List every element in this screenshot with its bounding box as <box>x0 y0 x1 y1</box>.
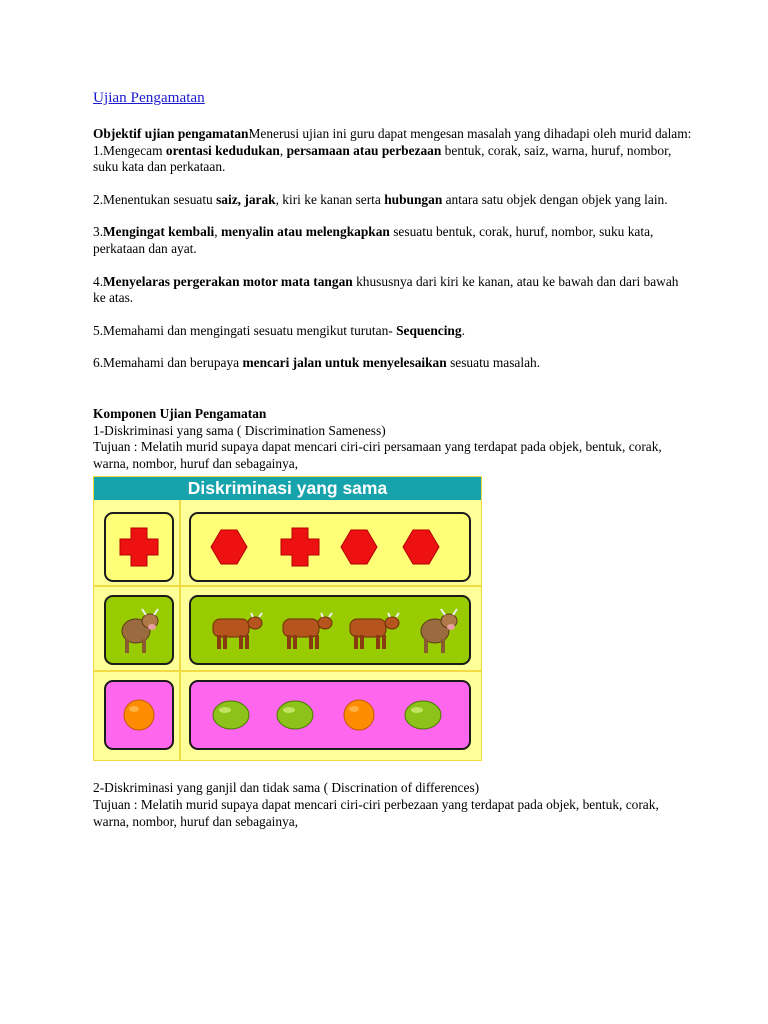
list-item-4 <box>93 274 693 307</box>
lime-fruit-icon <box>405 701 441 729</box>
target-cell-row2 <box>104 595 174 665</box>
bold-text: saiz, jarak <box>216 191 276 207</box>
cow-front-icon <box>421 609 457 653</box>
cow-side-icon <box>350 613 399 649</box>
bold-text: hubungan <box>384 191 443 207</box>
text-run: 4. <box>93 273 104 289</box>
text-run: antara satu objek dengan objek yang lain. <box>442 191 668 207</box>
text-run: bentuk, corak, saiz, warna, huruf, nombor, suku kata dan perkataan. <box>93 142 672 175</box>
orange-fruit-icon <box>344 700 374 730</box>
text-run: , <box>279 142 287 158</box>
discrimination-figure <box>93 476 482 761</box>
page-title-link[interactable]: Ujian Pengamatan <box>93 89 205 106</box>
options-row2-cows <box>191 597 469 663</box>
text-run: sesuatu masalah. <box>446 355 541 371</box>
bold-text: mencari jalan untuk menyelesaikan <box>242 355 447 371</box>
komponen-heading <box>93 406 693 423</box>
lime-fruit-icon <box>277 701 313 729</box>
text-run: , <box>214 224 221 240</box>
text-run: 3. <box>93 224 104 240</box>
text-run: khususnya dari kiri ke kanan, atau ke bawah dan dari bawah ke atas. <box>93 273 679 306</box>
options-row3-fruits <box>191 682 469 748</box>
document-content <box>93 88 693 830</box>
list-item-1 <box>93 143 693 176</box>
hexagon-shape-icon <box>341 530 377 564</box>
bold-text: orentasi kedudukan <box>165 142 280 158</box>
target-cell-row3 <box>104 680 174 750</box>
komponen-tujuan2: Tujuan : Melatih murid supaya dapat mencari ciri-ciri perbezaan yang terdapat pada objek, bentuk, corak, warna, nombor, huruf dan sebagainya, <box>93 796 659 829</box>
komponen-sub1: 1-Diskriminasi yang sama ( Discrimination Sameness) <box>93 422 386 438</box>
cow-front-icon <box>106 597 172 663</box>
bold-text: persamaan atau perbezaan <box>286 142 442 158</box>
list-item-2 <box>93 192 693 209</box>
text-run: 1.Mengecam <box>93 142 166 158</box>
cross-shape-icon <box>281 528 319 566</box>
target-cell-row1 <box>104 512 174 582</box>
options-cell-row2 <box>189 595 471 665</box>
options-cell-row1 <box>189 512 471 582</box>
bold-text: Menyelaras pergerakan motor mata tangan <box>103 273 353 289</box>
hexagon-shape-icon <box>211 530 247 564</box>
objektif-paragraph <box>93 126 693 143</box>
text-run: sesuatu bentuk, corak, huruf, nombor, suku kata, perkataan dan ayat. <box>93 224 654 256</box>
figure-title-banner: Diskriminasi yang sama <box>94 477 481 500</box>
options-cell-row3 <box>189 680 471 750</box>
list-item-6 <box>93 355 693 372</box>
cow-side-icon <box>213 613 262 649</box>
objektif-text: Menerusi ujian ini guru dapat mengesan masalah yang dihadapi oleh murid dalam: <box>248 126 692 141</box>
cross-shape-icon <box>106 514 172 580</box>
grid-divider-row1 <box>94 585 481 587</box>
komponen-heading-text: Komponen Ujian Pengamatan <box>93 405 267 421</box>
orange-fruit-icon <box>106 682 172 748</box>
komponen-sub2: 2-Diskriminasi yang ganjil dan tidak sama ( Discrination of differences) <box>93 780 480 796</box>
objektif-label: Objektif ujian pengamatan <box>93 126 249 141</box>
text-run: , kiri ke kanan serta <box>275 191 385 207</box>
text-run: 6.Memahami dan berupaya <box>93 355 243 371</box>
hexagon-shape-icon <box>403 530 439 564</box>
options-row1-shapes <box>191 514 469 580</box>
cow-side-icon <box>283 613 332 649</box>
list-item-5 <box>93 323 693 340</box>
text-run: . <box>461 322 465 338</box>
text-run: 5.Memahami dan mengingati sesuatu mengikut turutan- <box>93 322 397 338</box>
bold-text: Mengingat kembali <box>103 224 215 240</box>
komponen-tujuan1: Tujuan : Melatih murid supaya dapat mencari ciri-ciri persamaan yang terdapat pada objek, bentuk, corak, warna, nombor, huruf dan sebagainya, <box>93 439 662 471</box>
bold-text: Sequencing <box>396 322 462 338</box>
bold-text: menyalin atau melengkapkan <box>220 224 390 240</box>
grid-divider-row2 <box>94 670 481 672</box>
text-run: 2.Menentukan sesuatu <box>93 191 217 207</box>
lime-fruit-icon <box>213 701 249 729</box>
grid-divider-vertical <box>179 500 181 760</box>
list-item-3 <box>93 224 693 257</box>
